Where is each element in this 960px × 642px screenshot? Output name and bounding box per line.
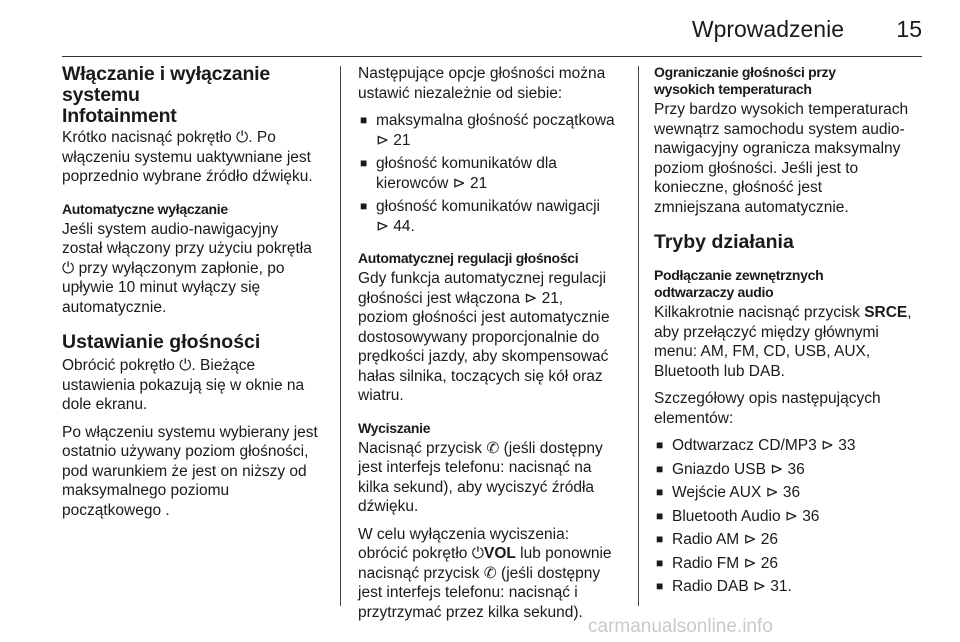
list-item: ■ Wejście AUX ⊳ 36: [654, 483, 926, 503]
para-temp-limit: Przy bardzo wysokich temperaturach wewnątrz samochodu system audio- nawigacyjny ogranicza maksymalny poziom głośności. Jeśli jest to konieczne, głośność jest zmniejszana automatycznie.: [654, 101, 909, 216]
list-item: ■ głośność komunikatów dla kierowców ⊳ 21: [358, 154, 630, 193]
list-item: ■ głośność komunikatów nawigacji ⊳ 44.: [358, 197, 630, 236]
para-ext-text: Kilkakrotnie nacisnąć przycisk: [654, 304, 865, 321]
heading-temp-limit: Ograniczanie głośności przy wysokich temperaturach: [654, 64, 836, 97]
list-item: ■ Bluetooth Audio ⊳ 36: [654, 507, 926, 527]
volume-options-list: [358, 111, 630, 236]
list-item: ■ Gniazdo USB ⊳ 36: [654, 460, 926, 480]
para-mute-1: Nacisnąć przycisk ✆ (jeśli dostępny jest interfejs telefonu: nacisnąć na kilka sekund), aby wyciszyć źródła dźwięku.: [358, 439, 603, 515]
vol-label: VOL: [483, 545, 516, 562]
heading-modes: Tryby działania: [654, 231, 794, 253]
para-auto-off: Jeśli system audio-nawigacyjny został włączony przy użyciu pokrętła ⏻ przy wyłączonym zapłonie, po upływie 10 minut wyłączy się automatycznie.: [62, 220, 312, 316]
column-1: [62, 64, 330, 528]
para-mute-2: [358, 525, 630, 623]
header-rule: [62, 56, 922, 57]
para-mute-2-text: W celu wyłączenia wyciszenia: obrócić pokrętło ⏻: [358, 525, 570, 562]
list-item: ■ Radio FM ⊳ 26: [654, 554, 926, 574]
srce-label: SRCE: [864, 304, 908, 321]
heading-volume: Ustawianie głośności: [62, 331, 261, 353]
heading-external-players: Podłączanie zewnętrznych odtwarzaczy audio: [654, 267, 824, 300]
para-power-onoff: Krótko nacisnąć pokrętło ⏻. Po włączeniu systemu uaktywniane jest poprzednio wybrane źródło dźwięku.: [62, 129, 313, 185]
para-details: Szczegółowy opis następujących elementów:: [654, 390, 881, 427]
para-volume-1: Obrócić pokrętło ⏻. Bieżące ustawienia pokazują się w oknie na dole ekranu.: [62, 357, 305, 413]
watermark: carmanualsonline.info: [588, 616, 773, 637]
column-divider-1: [340, 66, 341, 606]
para-mute-2-text-rest: lub ponownie nacisnąć przycisk ✆ (jeśli dostępny jest interfejs telefonu: nacisnąć i przytrzymać przez kilka sekund).: [358, 545, 612, 621]
page-number: 15: [896, 16, 922, 42]
list-item: ■ maksymalna głośność początkowa ⊳ 21: [358, 111, 630, 150]
para-ext-text-rest: , aby przełączyć między głównymi menu: AM, FM, CD, USB, AUX, Bluetooth lub DAB.: [654, 304, 912, 380]
list-item: ■ Radio DAB ⊳ 31.: [654, 577, 926, 597]
page-title: Wprowadzenie: [691, 16, 844, 42]
heading-auto-volume: Automatycznej regulacji głośności: [358, 250, 579, 266]
column-3: [654, 64, 926, 605]
heading-mute: Wyciszanie: [358, 419, 431, 436]
column-divider-2: [638, 66, 639, 606]
para-volume-options: Następujące opcje głośności można ustawić niezależnie od siebie:: [358, 65, 606, 102]
column-2: [358, 64, 630, 630]
para-auto-volume: Gdy funkcja automatycznej regulacji głośności jest włączona ⊳ 21, poziom głośności jest automatycznie dostosowywany proporcjonalnie do prędkości jazdy, aby skompensować hałas silnika, toczących się kół oraz wiatru.: [358, 270, 610, 404]
page-header: [62, 0, 922, 58]
sources-list: [654, 436, 926, 597]
para-external-players: [654, 303, 926, 381]
para-volume-2: Po włączeniu systemu wybierany jest ostatnio używany poziom głośności, pod warunkiem że jest on niższy od maksymalnego poziomu początkowego .: [62, 423, 318, 519]
list-item: ■ Odtwarzacz CD/MP3 ⊳ 33: [654, 436, 926, 456]
list-item: ■ Radio AM ⊳ 26: [654, 530, 926, 550]
heading-power-onoff: Włączanie i wyłączanie systemu Infotainment: [62, 63, 271, 127]
heading-auto-off: Automatyczne wyłączanie: [62, 200, 228, 217]
